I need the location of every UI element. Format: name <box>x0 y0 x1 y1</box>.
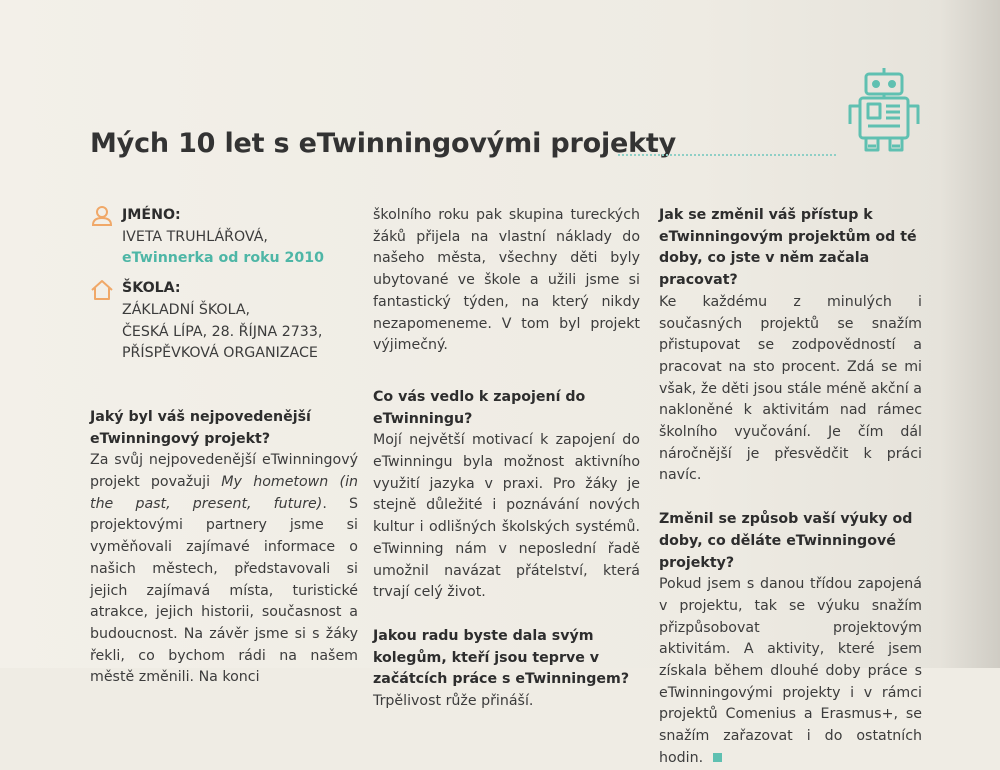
column-2 <box>373 205 640 713</box>
answer-2: Mojí největší motivací k zapojení do eTwinningu byla možnost aktivního využití jazyka v praxi. Pro žáky je stejně důležité i poznávání nových kultur i odlišných školských systémů. eTwinning nám v neposlední řadě umožnil navázat přátelství, která trvají celý život. <box>373 432 640 601</box>
question-4: Jak se změnil váš přístup k eTwinningovým projektům od té doby, co jste v něm začala pracovat? <box>659 207 917 289</box>
answer-1-continued: školního roku pak skupina tureckých žáků přijela na vlastní náklady do našeho města, všechny děti byly ubytované ve škole a užili jsme si fantastický týden, na který nikdy nezapomeneme. V tom byl projekt výjimečný. <box>373 207 640 354</box>
name-block <box>90 205 358 270</box>
house-icon <box>90 278 114 302</box>
question-1: Jaký byl váš nejpovedenější eTwinningový projekt? <box>90 408 311 447</box>
question-2: Co vás vedlo k zapojení do eTwinningu? <box>373 388 586 427</box>
end-square-icon <box>713 753 722 762</box>
name-label: JMÉNO: <box>122 207 181 223</box>
answer-1: Za svůj nejpovedenější eTwinningový projekt považuji My hometown (in the past, present, future). S projektovými partnery jsme si vyměňovali zajímavé informace o našich městech, představovali si jejich zajímavá místa, turistické atrakce, jejich historii, současnost a budoucnost. Na závěr jsme si s žáky řekli, co bychom rádi na našem městě změnili. Na konci <box>90 452 358 686</box>
school-line-2: ČESKÁ LÍPA, 28. ŘÍJNA 2733, <box>122 323 323 340</box>
school-line-3: PŘÍSPĚVKOVÁ ORGANIZACE <box>122 345 318 362</box>
school-line-1: ZÁKLADNÍ ŠKOLA, <box>122 301 251 318</box>
school-label: ŠKOLA: <box>122 280 181 297</box>
robot-icon <box>838 66 930 158</box>
school-block <box>90 278 358 365</box>
question-5: Změnil se způsob vaší výuky od doby, co děláte eTwinningové projekty? <box>659 511 913 571</box>
title-dotted-rule <box>618 154 836 156</box>
person-icon <box>90 205 114 229</box>
column-1 <box>90 205 358 689</box>
answer-5: Pokud jsem s danou třídou zapojená v projektu, tak se výuku snažím přizpůsobovat projektovým aktivitám. A aktivity, které jsem získala během dlouhé doby práce s eTwinningovými projekty i v rámci projektů Comenius a Erasmus+, se snažím zařazovat i do ostatních hodin. <box>659 576 922 766</box>
answer-4: Ke každému z minulých i současných projektů se snažím přistupovat se zodpovědností a pracovat na sto procent. Zdá se mi však, že děti jsou stále méně akční a nakloněné k aktivitám nad rámec školního vyučování. Je čím dál náročnější je přesvědčit k práci navíc. <box>659 293 922 484</box>
answer-3: Trpělivost růže přináší. <box>373 693 534 710</box>
name-value: IVETA TRUHLÁŘOVÁ, <box>122 228 268 245</box>
column-3 <box>659 205 922 770</box>
page-title: Mých 10 let s eTwinningovými projekty <box>90 128 676 159</box>
name-note: eTwinnerka od roku 2010 <box>122 250 325 267</box>
question-3: Jakou radu byste dala svým kolegům, kteří jsou teprve v začátcích práce s eTwinningem? <box>373 627 630 688</box>
